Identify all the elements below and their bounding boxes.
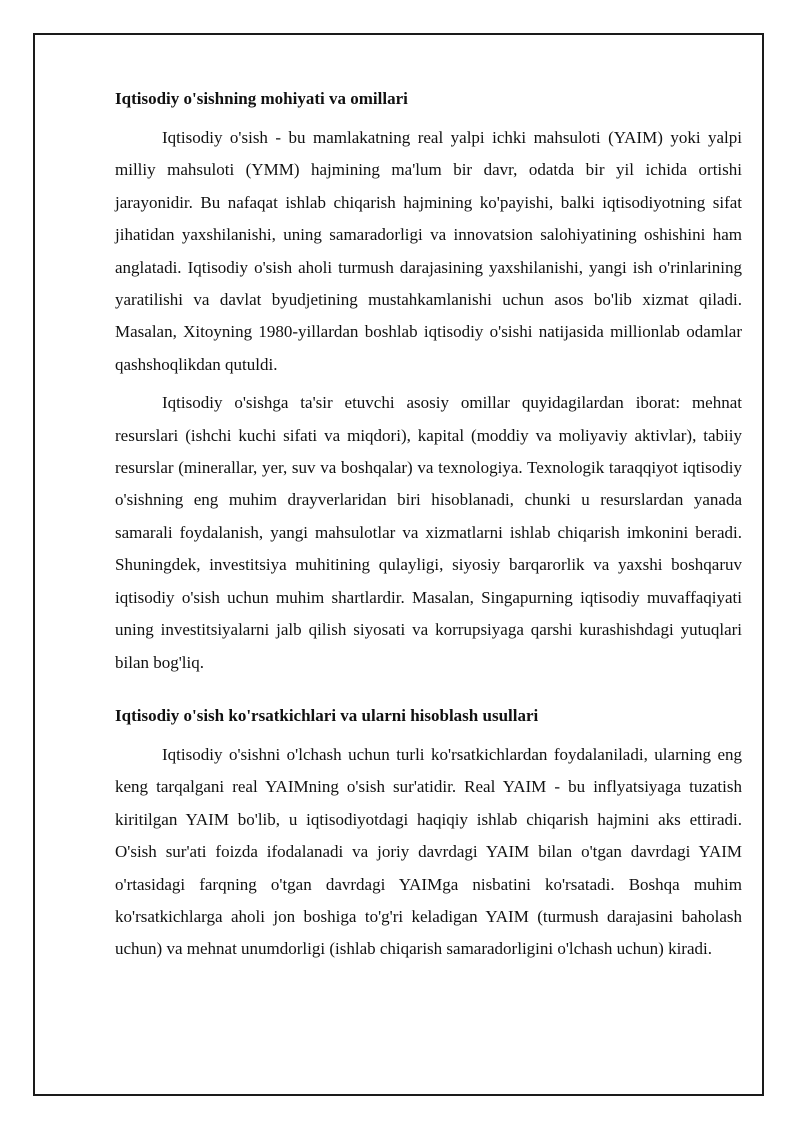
section-heading: Iqtisodiy o'sishning mohiyati va omillari (115, 89, 408, 108)
paragraph: Iqtisodiy o'sish - bu mamlakatning real yalpi ichki mahsuloti (YAIM) yoki yalpi milliy mahsuloti (YMM) hajmining ma'lum bir davr, odatda bir yil ichida ortishi jarayonidir. Bu nafaqat ishlab chiqarish hajmining ko'payishi, balki iqtisodiyotning sifat jihatidan yaxshilanishi, uning samaradorligi va innovatsion salohiyatining oshishini ham anglatadi. Iqtisodiy o'sish aholi turmush darajasining yaxshilanishi, yangi ish o'rinlarining yaratilishi va davlat byudjetining mustahkamlanishi uchun asos bo'lib xizmat qiladi. Masalan, Xitoyning 1980-yillardan boshlab iqtisodiy o'sishi natijasida millionlab odamlar qashshoqlikdan qutuldi. (115, 128, 742, 374)
document-body (115, 86, 742, 972)
section-heading: Iqtisodiy o'sish ko'rsatkichlari va ularni hisoblash usullari (115, 705, 539, 725)
paragraph: Iqtisodiy o'sishni o'lchash uchun turli ko'rsatkichlardan foydalaniladi, ularning eng keng tarqalgani real YAIMning o'sish sur'atidir. Real YAIM - bu inflyatsiyaga tuzatish kiritilgan YAIM bo'lib, u iqtisodiyotdagi haqiqiy ishlab chiqarish hajmini aks ettiradi. O'sish sur'ati foizda ifodalanadi va joriy davrdagi YAIM bilan o'tgan davrdagi YAIM o'rtasidagi farqning o'tgan davrdagi YAIMga nisbatini ko'rsatadi. Boshqa muhim ko'rsatkichlarga aholi jon boshiga to'g'ri keladigan YAIM (turmush darajasini baholash uchun) va mehnat unumdorligi (ishlab chiqarish samaradorligini o'lchash uchun) kiradi. (115, 744, 742, 959)
paragraph: Iqtisodiy o'sishga ta'sir etuvchi asosiy omillar quyidagilardan iborat: mehnat resurslari (ishchi kuchi sifati va miqdori), kapital (moddiy va moliyaviy aktivlar), tabiiy resurslar (minerallar, yer, suv va boshqalar) va texnologiya. Texnologik taraqqiyot iqtisodiy o'sishning eng muhim drayverlaridan biri hisoblanadi, chunki u resurslardan yanada samarali foydalanish, yangi mahsulotlar va xizmatlarni ishlab chiqarish imkonini beradi. Shuningdek, investitsiya muhitining qulayligi, siyosiy barqarorlik va yaxshi boshqaruv iqtisodiy o'sish uchun muhim shartlardir. Masalan, Singapurning iqtisodiy muvaffaqiyati uning investitsiyalarni jalb qilish siyosati va korrupsiyaga qarshi kurashishdagi yutuqlari bilan bog'liq. (115, 393, 742, 672)
section-indicators-and-methods (115, 703, 742, 966)
section-essence-and-factors (115, 86, 742, 679)
